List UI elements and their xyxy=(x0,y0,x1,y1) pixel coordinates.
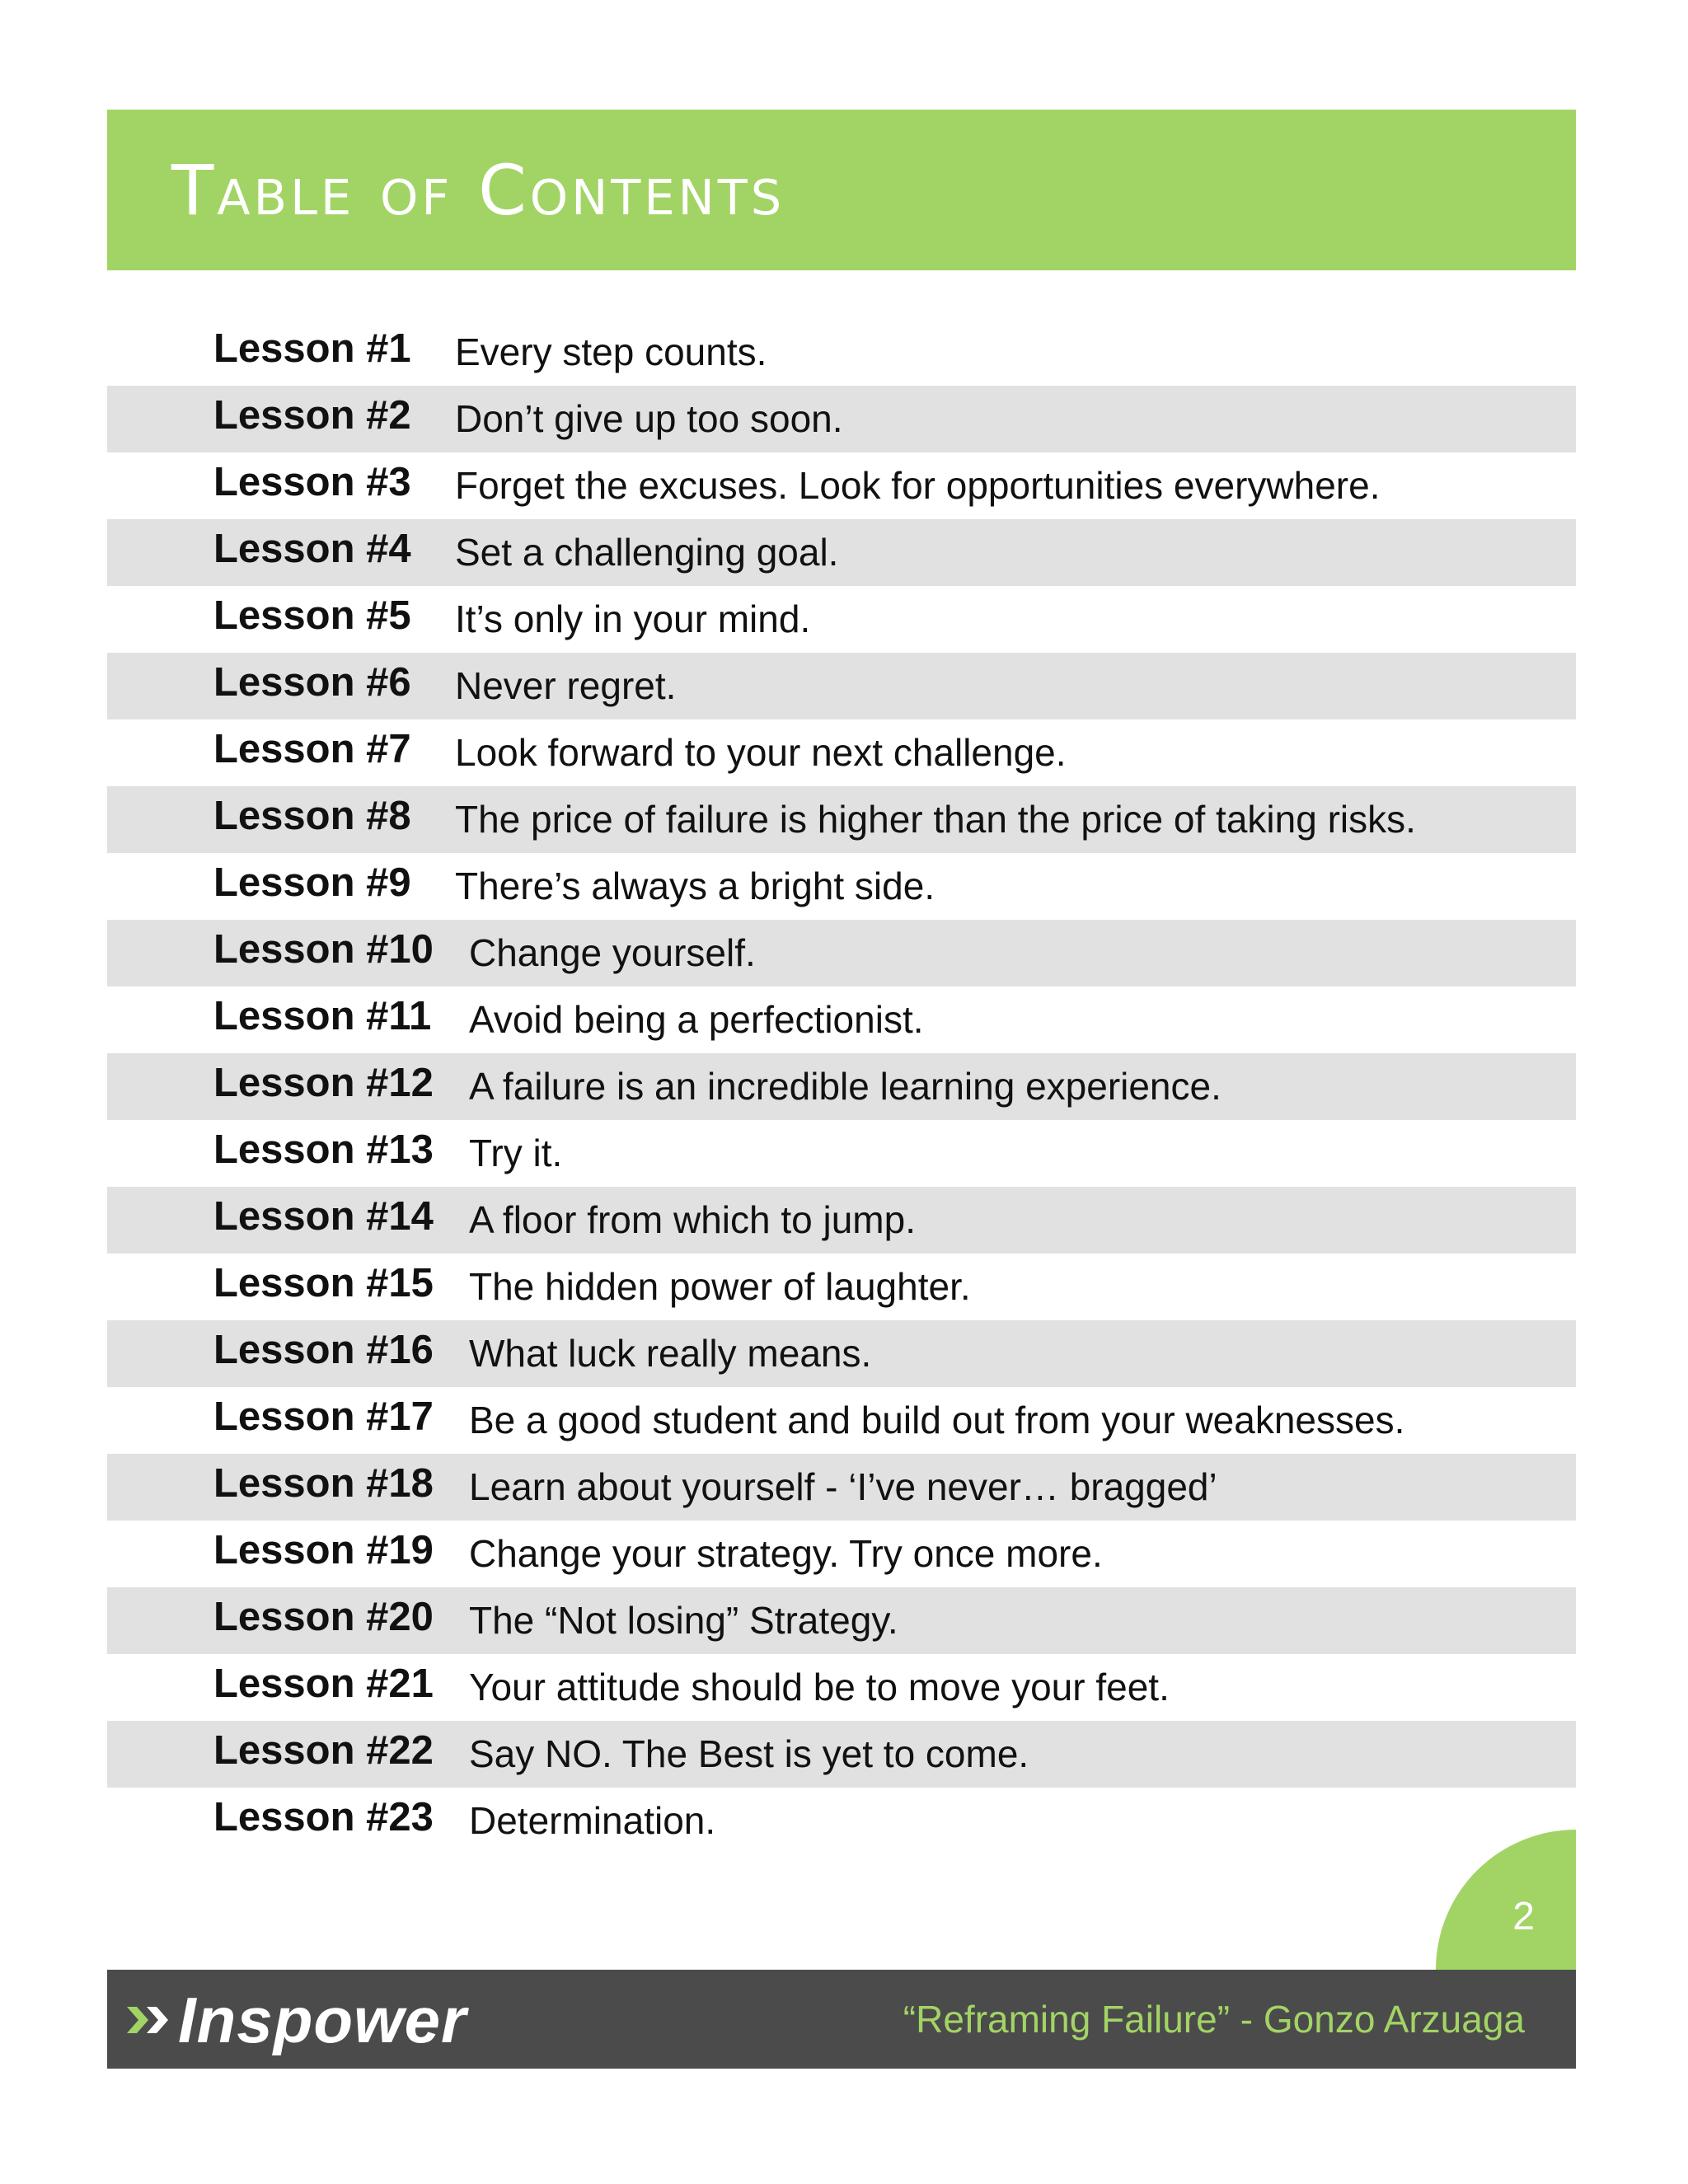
lesson-number: Lesson #5 xyxy=(213,593,411,638)
toc-row xyxy=(107,920,1576,987)
brand-logo xyxy=(125,1984,467,2056)
lesson-number: Lesson #6 xyxy=(213,660,411,705)
toc-row xyxy=(107,1254,1576,1320)
toc-row xyxy=(107,1187,1576,1254)
lesson-number: Lesson #18 xyxy=(213,1461,434,1506)
lesson-number: Lesson #8 xyxy=(213,794,411,838)
lesson-number: Lesson #9 xyxy=(213,860,411,905)
toc-row xyxy=(107,1721,1576,1788)
lesson-title: Never regret. xyxy=(455,664,677,707)
lesson-title: A failure is an incredible learning experience. xyxy=(469,1065,1221,1108)
toc-row xyxy=(107,1387,1576,1454)
lesson-number: Lesson #12 xyxy=(213,1061,434,1105)
lesson-title: The price of failure is higher than the price of taking risks. xyxy=(455,798,1416,841)
lesson-number: Lesson #22 xyxy=(213,1728,434,1773)
toc-row xyxy=(107,1053,1576,1120)
brand-name: Inspower xyxy=(178,1984,467,2056)
footer-bar xyxy=(107,1970,1576,2069)
toc-row xyxy=(107,719,1576,786)
toc-row xyxy=(107,1120,1576,1187)
lesson-title: Every step counts. xyxy=(455,330,767,373)
table-of-contents xyxy=(107,319,1576,1854)
lesson-number: Lesson #21 xyxy=(213,1661,434,1706)
lesson-number: Lesson #19 xyxy=(213,1528,434,1572)
lesson-number: Lesson #17 xyxy=(213,1394,434,1439)
lesson-number: Lesson #23 xyxy=(213,1795,434,1840)
lesson-title: A floor from which to jump. xyxy=(469,1198,916,1241)
lesson-title: Change your strategy. Try once more. xyxy=(469,1532,1103,1575)
lesson-title: Learn about yourself - ‘I’ve never… bragged’ xyxy=(469,1465,1217,1508)
lesson-number: Lesson #14 xyxy=(213,1194,434,1239)
lesson-number: Lesson #2 xyxy=(213,393,411,438)
toc-row xyxy=(107,386,1576,452)
lesson-title: Look forward to your next challenge. xyxy=(455,731,1067,774)
footer-caption: “Reframing Failure” - Gonzo Arzuaga xyxy=(903,1998,1525,2041)
toc-row xyxy=(107,586,1576,653)
lesson-number: Lesson #11 xyxy=(213,994,432,1038)
toc-row xyxy=(107,1320,1576,1387)
lesson-title: Change yourself. xyxy=(469,931,756,974)
chevrons-icon xyxy=(125,2004,175,2036)
toc-row xyxy=(107,853,1576,920)
lesson-number: Lesson #7 xyxy=(213,727,411,771)
toc-row xyxy=(107,519,1576,586)
toc-row xyxy=(107,452,1576,519)
lesson-title: Your attitude should be to move your feet. xyxy=(469,1666,1170,1708)
lesson-title: What luck really means. xyxy=(469,1332,872,1375)
lesson-title: Set a challenging goal. xyxy=(455,531,839,574)
lesson-title: Avoid being a perfectionist. xyxy=(469,998,924,1041)
lesson-title: Be a good student and build out from your weaknesses. xyxy=(469,1399,1405,1441)
lesson-number: Lesson #16 xyxy=(213,1328,434,1372)
page-number: 2 xyxy=(1512,1895,1535,1938)
lesson-number: Lesson #1 xyxy=(213,326,411,371)
lesson-title: Try it. xyxy=(469,1132,563,1174)
lesson-title: Say NO. The Best is yet to come. xyxy=(469,1732,1029,1775)
lesson-title: There’s always a bright side. xyxy=(455,865,935,907)
page-title: Table of Contents xyxy=(171,150,785,231)
lesson-number: Lesson #3 xyxy=(213,460,411,504)
title-banner xyxy=(107,110,1576,270)
toc-row xyxy=(107,319,1576,386)
lesson-title: Forget the excuses. Look for opportunities everywhere. xyxy=(455,464,1381,507)
toc-row xyxy=(107,1521,1576,1587)
toc-row xyxy=(107,987,1576,1053)
toc-row xyxy=(107,786,1576,853)
toc-row xyxy=(107,1587,1576,1654)
toc-row xyxy=(107,1454,1576,1521)
lesson-number: Lesson #4 xyxy=(213,527,411,571)
lesson-number: Lesson #15 xyxy=(213,1261,434,1305)
toc-row xyxy=(107,1654,1576,1721)
lesson-title: Determination. xyxy=(469,1799,716,1842)
toc-row xyxy=(107,653,1576,719)
lesson-number: Lesson #10 xyxy=(213,927,434,972)
lesson-number: Lesson #13 xyxy=(213,1127,434,1172)
lesson-number: Lesson #20 xyxy=(213,1595,434,1639)
lesson-title: It’s only in your mind. xyxy=(455,598,811,640)
lesson-title: The hidden power of laughter. xyxy=(469,1265,971,1308)
lesson-title: The “Not losing” Strategy. xyxy=(469,1599,898,1642)
lesson-title: Don’t give up too soon. xyxy=(455,397,843,440)
toc-row xyxy=(107,1788,1576,1854)
